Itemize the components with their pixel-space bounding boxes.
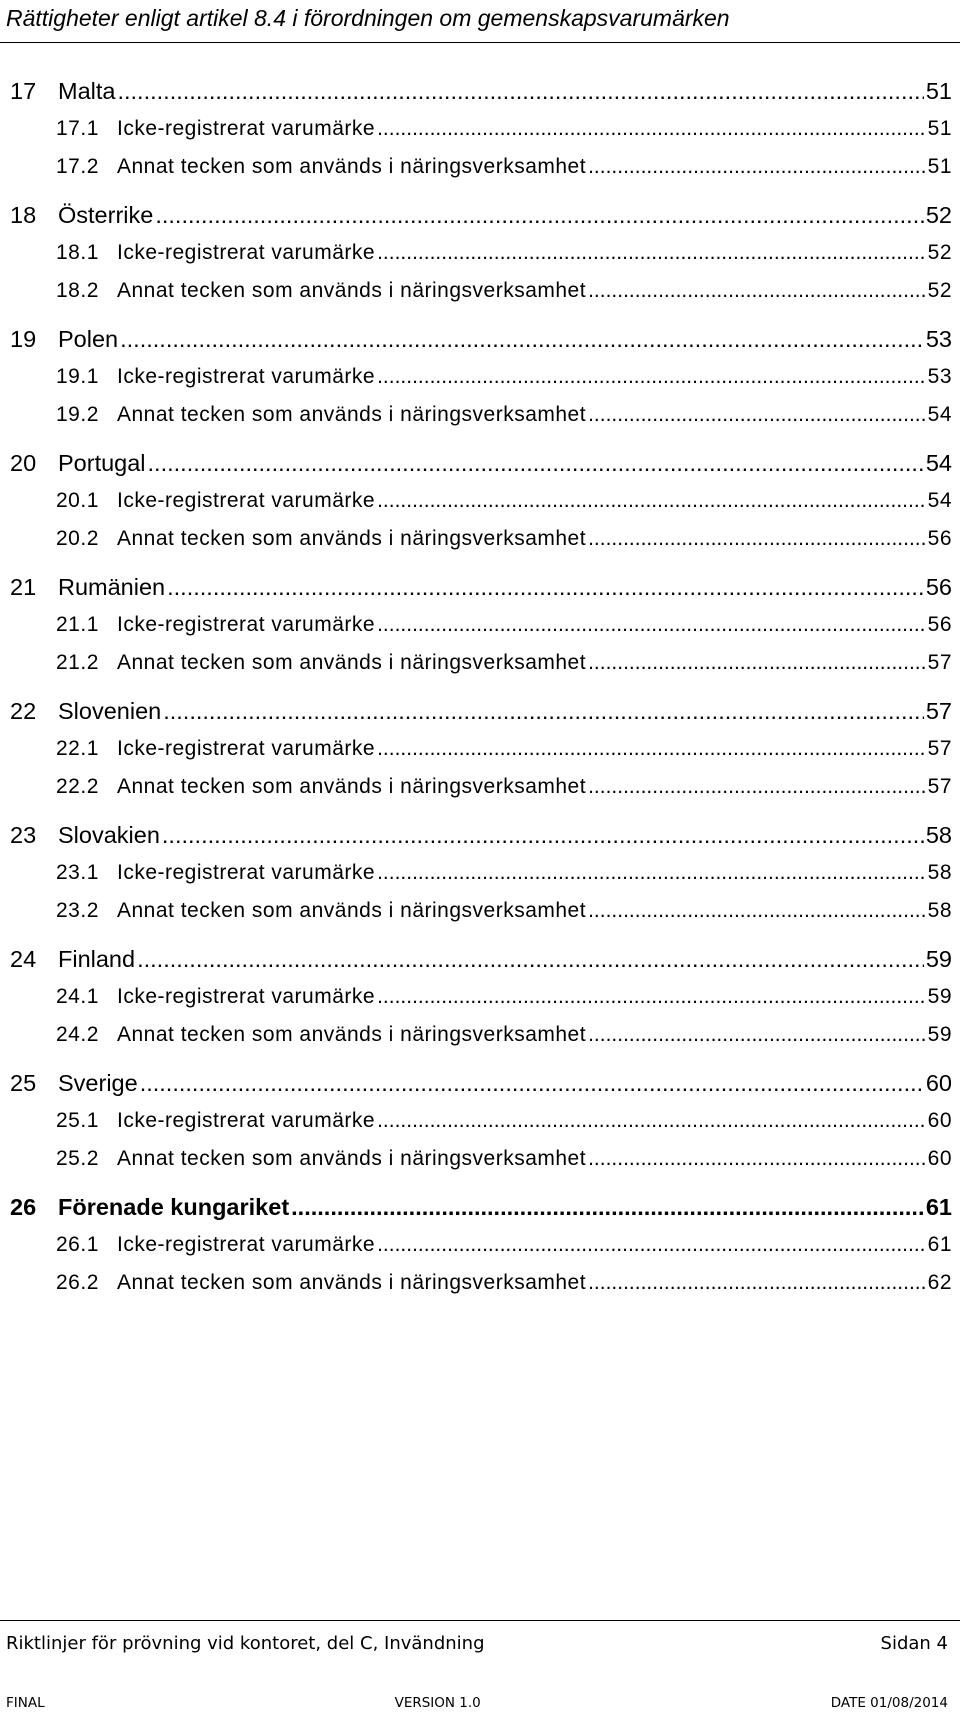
toc-entry-title: Sverige <box>58 1070 138 1096</box>
toc-dot-leader <box>588 148 926 186</box>
toc-chapter-entry[interactable] <box>10 1188 952 1226</box>
toc-entry-number: 24 <box>10 946 37 972</box>
toc-entry-page: 57 <box>925 698 952 724</box>
toc-chapter-entry[interactable] <box>10 1064 952 1102</box>
toc-entry-number: 17 <box>10 78 37 104</box>
toc-entry-title: Icke-registrerat varumärke <box>117 985 376 1008</box>
toc-chapter-entry[interactable] <box>10 320 952 358</box>
toc-entry-page: 54 <box>925 450 952 476</box>
header-divider <box>0 42 960 43</box>
toc-entry-title: Annat tecken som används i näringsverksamhet <box>117 651 587 674</box>
toc-entry-number: 23 <box>10 822 37 848</box>
footer-status: FINAL <box>6 1695 45 1711</box>
toc-entry-number: 22.1 <box>56 737 99 760</box>
toc-entry-title: Annat tecken som används i näringsverksamhet <box>117 899 587 922</box>
toc-entry-page: 57 <box>927 737 952 760</box>
toc-entry-title: Finland <box>58 946 136 972</box>
toc-dot-leader <box>140 1064 924 1102</box>
toc-entry-page: 58 <box>927 899 952 922</box>
toc-entry-number: 18 <box>10 202 37 228</box>
toc-entry-page: 52 <box>925 202 952 228</box>
toc-entry-number: 17.2 <box>56 155 99 178</box>
toc-dot-leader <box>148 444 924 482</box>
toc-section-entry[interactable] <box>10 730 952 768</box>
toc-entry-page: 51 <box>925 78 952 104</box>
toc-section-entry[interactable] <box>10 358 952 396</box>
toc-section-entry[interactable] <box>10 272 952 310</box>
toc-entry-page: 54 <box>927 403 952 426</box>
toc-entry-page: 61 <box>925 1194 952 1220</box>
toc-section-entry[interactable] <box>10 768 952 806</box>
toc-entry-number: 20.2 <box>56 527 99 550</box>
toc-entry-title: Icke-registrerat varumärke <box>117 117 376 140</box>
toc-entry-page: 59 <box>927 985 952 1008</box>
toc-section-entry[interactable] <box>10 854 952 892</box>
toc-dot-leader <box>588 1016 926 1054</box>
toc-dot-leader <box>120 320 924 358</box>
table-of-contents <box>10 72 952 1302</box>
toc-entry-number: 24.2 <box>56 1023 99 1046</box>
toc-entry-page: 56 <box>927 527 952 550</box>
toc-entry-number: 26.1 <box>56 1233 99 1256</box>
toc-entry-title: Annat tecken som används i näringsverksamhet <box>117 1271 587 1294</box>
toc-entry-number: 26 <box>10 1194 37 1220</box>
toc-dot-leader <box>588 520 926 558</box>
toc-chapter-entry[interactable] <box>10 72 952 110</box>
toc-chapter-entry[interactable] <box>10 940 952 978</box>
toc-section-entry[interactable] <box>10 1016 952 1054</box>
toc-entry-title: Icke-registrerat varumärke <box>117 613 376 636</box>
toc-entry-number: 18.2 <box>56 279 99 302</box>
toc-entry-page: 57 <box>927 651 952 674</box>
toc-dot-leader <box>377 1102 926 1140</box>
toc-entry-page: 61 <box>927 1233 952 1256</box>
toc-section-entry[interactable] <box>10 1264 952 1302</box>
toc-chapter-entry[interactable] <box>10 196 952 234</box>
toc-section-entry[interactable] <box>10 978 952 1016</box>
toc-section-entry[interactable] <box>10 1226 952 1264</box>
toc-dot-leader <box>588 1140 926 1178</box>
toc-entry-number: 19.1 <box>56 365 99 388</box>
toc-entry-page: 60 <box>925 1070 952 1096</box>
running-header: Rättigheter enligt artikel 8.4 i förordningen om gemenskapsvarumärken <box>6 5 730 31</box>
toc-entry-page: 51 <box>927 117 952 140</box>
toc-entry-page: 56 <box>925 574 952 600</box>
toc-dot-leader <box>588 1264 926 1302</box>
toc-entry-number: 20 <box>10 450 37 476</box>
toc-dot-leader <box>377 234 926 272</box>
toc-entry-title: Icke-registrerat varumärke <box>117 861 376 884</box>
toc-section-entry[interactable] <box>10 1140 952 1178</box>
toc-entry-number: 26.2 <box>56 1271 99 1294</box>
toc-entry-number: 25 <box>10 1070 37 1096</box>
toc-section-entry[interactable] <box>10 482 952 520</box>
toc-chapter-entry[interactable] <box>10 816 952 854</box>
footer-date: DATE 01/08/2014 <box>830 1695 948 1711</box>
toc-dot-leader <box>163 692 924 730</box>
toc-entry-number: 20.1 <box>56 489 99 512</box>
toc-entry-title: Annat tecken som används i näringsverksamhet <box>117 279 587 302</box>
toc-entry-page: 59 <box>925 946 952 972</box>
toc-entry-number: 22.2 <box>56 775 99 798</box>
toc-section-entry[interactable] <box>10 234 952 272</box>
toc-dot-leader <box>155 196 924 234</box>
toc-entry-page: 52 <box>927 279 952 302</box>
toc-entry-page: 58 <box>925 822 952 848</box>
toc-entry-page: 56 <box>927 613 952 636</box>
toc-section-entry[interactable] <box>10 110 952 148</box>
footer-meta <box>6 1694 948 1712</box>
toc-entry-title: Österrike <box>58 202 154 228</box>
toc-dot-leader <box>162 816 924 854</box>
toc-entry-number: 25.1 <box>56 1109 99 1132</box>
toc-entry-page: 54 <box>927 489 952 512</box>
toc-dot-leader <box>167 568 924 606</box>
toc-entry-number: 22 <box>10 698 37 724</box>
toc-entry-number: 21.1 <box>56 613 99 636</box>
toc-dot-leader <box>377 854 926 892</box>
toc-entry-page: 57 <box>927 775 952 798</box>
toc-entry-title: Annat tecken som används i näringsverksamhet <box>117 775 587 798</box>
toc-entry-title: Icke-registrerat varumärke <box>117 737 376 760</box>
toc-dot-leader <box>588 396 926 434</box>
toc-dot-leader <box>377 730 926 768</box>
toc-chapter-entry[interactable] <box>10 692 952 730</box>
footer-guidelines-title: Riktlinjer för prövning vid kontoret, del C, Invändning <box>6 1633 485 1654</box>
toc-dot-leader <box>377 358 926 396</box>
toc-entry-page: 62 <box>927 1271 952 1294</box>
toc-entry-title: Icke-registrerat varumärke <box>117 241 376 264</box>
toc-dot-leader <box>377 978 926 1016</box>
toc-section-entry[interactable] <box>10 644 952 682</box>
toc-entry-page: 60 <box>927 1147 952 1170</box>
toc-entry-page: 58 <box>927 861 952 884</box>
toc-dot-leader <box>377 110 926 148</box>
toc-section-entry[interactable] <box>10 1102 952 1140</box>
footer-main <box>6 1632 948 1656</box>
toc-entry-number: 23.2 <box>56 899 99 922</box>
toc-section-entry[interactable] <box>10 520 952 558</box>
toc-entry-number: 24.1 <box>56 985 99 1008</box>
toc-entry-page: 53 <box>925 326 952 352</box>
toc-dot-leader <box>377 482 926 520</box>
toc-entry-number: 19 <box>10 326 37 352</box>
toc-section-entry[interactable] <box>10 892 952 930</box>
toc-entry-page: 51 <box>927 155 952 178</box>
toc-chapter-entry[interactable] <box>10 444 952 482</box>
footer-version: VERSION 1.0 <box>394 1695 481 1711</box>
toc-dot-leader <box>377 1226 926 1264</box>
footer-page-number: Sidan 4 <box>880 1633 948 1654</box>
footer-divider <box>0 1620 960 1621</box>
toc-chapter-entry[interactable] <box>10 568 952 606</box>
toc-entry-title: Annat tecken som används i näringsverksamhet <box>117 1023 587 1046</box>
toc-section-entry[interactable] <box>10 148 952 186</box>
toc-dot-leader <box>377 606 926 644</box>
toc-entry-page: 52 <box>927 241 952 264</box>
toc-entry-number: 17.1 <box>56 117 99 140</box>
toc-entry-title: Polen <box>58 326 119 352</box>
toc-entry-title: Annat tecken som används i näringsverksamhet <box>117 403 587 426</box>
toc-dot-leader <box>291 1188 924 1226</box>
toc-entry-page: 60 <box>927 1109 952 1132</box>
toc-entry-title: Annat tecken som används i näringsverksamhet <box>117 155 587 178</box>
toc-section-entry[interactable] <box>10 606 952 644</box>
toc-entry-title: Icke-registrerat varumärke <box>117 1233 376 1256</box>
toc-dot-leader <box>588 644 926 682</box>
toc-entry-title: Annat tecken som används i näringsverksamhet <box>117 527 587 550</box>
toc-dot-leader <box>588 892 926 930</box>
toc-entry-title: Icke-registrerat varumärke <box>117 365 376 388</box>
toc-entry-number: 18.1 <box>56 241 99 264</box>
toc-entry-number: 21.2 <box>56 651 99 674</box>
toc-entry-title: Icke-registrerat varumärke <box>117 489 376 512</box>
toc-dot-leader <box>588 768 926 806</box>
toc-entry-title: Slovakien <box>58 822 160 848</box>
toc-section-entry[interactable] <box>10 396 952 434</box>
toc-entry-title: Annat tecken som används i näringsverksamhet <box>117 1147 587 1170</box>
toc-entry-title: Rumänien <box>58 574 166 600</box>
toc-entry-page: 59 <box>927 1023 952 1046</box>
toc-entry-title: Slovenien <box>58 698 162 724</box>
toc-dot-leader <box>117 72 923 110</box>
toc-entry-number: 25.2 <box>56 1147 99 1170</box>
toc-dot-leader <box>137 940 924 978</box>
toc-entry-title: Malta <box>58 78 116 104</box>
toc-entry-number: 23.1 <box>56 861 99 884</box>
toc-entry-number: 19.2 <box>56 403 99 426</box>
toc-entry-title: Förenade kungariket <box>58 1194 290 1220</box>
toc-entry-title: Portugal <box>58 450 146 476</box>
toc-entry-page: 53 <box>927 365 952 388</box>
toc-entry-number: 21 <box>10 574 37 600</box>
toc-dot-leader <box>588 272 926 310</box>
toc-entry-title: Icke-registrerat varumärke <box>117 1109 376 1132</box>
